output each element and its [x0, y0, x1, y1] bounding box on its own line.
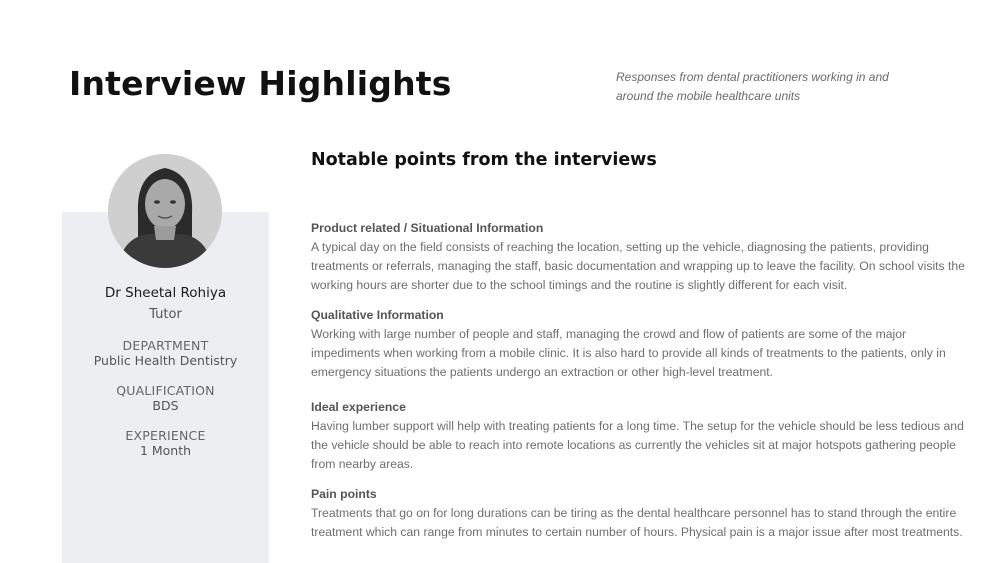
- section-body: A typical day on the field consists of reaching the location, setting up the vehicle, diagnosing the patients, providing treatments or referrals, managing the staff, basic documentation and wrapping up to leave the facility. On school visits the working hours are shorter due to the school timings and the routine is slightly different for each visit.: [311, 240, 965, 292]
- department-label: DEPARTMENT: [122, 338, 209, 353]
- section-situational: [311, 219, 976, 295]
- section-title: Product related / Situational Information: [311, 221, 544, 235]
- section-title: Ideal experience: [311, 400, 406, 414]
- section-title: Pain points: [311, 487, 377, 501]
- section-body: Having lumber support will help with treating patients for a long time. The setup for the vehicle should be less tedious and the vehicle should be able to reach into remote locations as currently the vehicles sit at major hotspots gathering people from nearby areas.: [311, 419, 964, 471]
- experience-value: 1 Month: [139, 443, 192, 458]
- page-subtitle: Responses from dental practitioners working in and around the mobile healthcare units: [616, 70, 889, 103]
- section-title: Qualitative Information: [311, 308, 444, 322]
- profile-name: Dr Sheetal Rohiya: [104, 285, 227, 301]
- qualification-label: QUALIFICATION: [116, 383, 215, 398]
- person-portrait-icon: [108, 154, 222, 268]
- department-block: [62, 338, 269, 368]
- qualification-block: [62, 383, 269, 413]
- department-value: Public Health Dentistry: [93, 353, 238, 368]
- section-body: Working with large number of people and staff, managing the crowd and flow of patients are some of the major impediments when working from a mobile clinic. It is also hard to provide all kinds of treatments to the patients, only in emergency situations the patients undergo an extraction or other high-level treatment.: [311, 327, 946, 379]
- section-body: Treatments that go on for long durations can be tiring as the dental healthcare personnel has to stand through the entire treatment which can range from minutes to certain number of hours. Physical pain is a major issue after most treatments.: [311, 506, 963, 539]
- profile-role: Tutor: [149, 307, 182, 322]
- experience-block: [62, 428, 269, 458]
- notable-points-heading: Notable points from the interviews: [311, 150, 657, 170]
- section-pain-points: [311, 485, 976, 542]
- experience-label: EXPERIENCE: [125, 428, 206, 443]
- page-title: Interview Highlights: [69, 64, 452, 103]
- section-ideal-experience: [311, 398, 976, 474]
- section-qualitative: [311, 306, 976, 382]
- qualification-value: BDS: [152, 398, 179, 413]
